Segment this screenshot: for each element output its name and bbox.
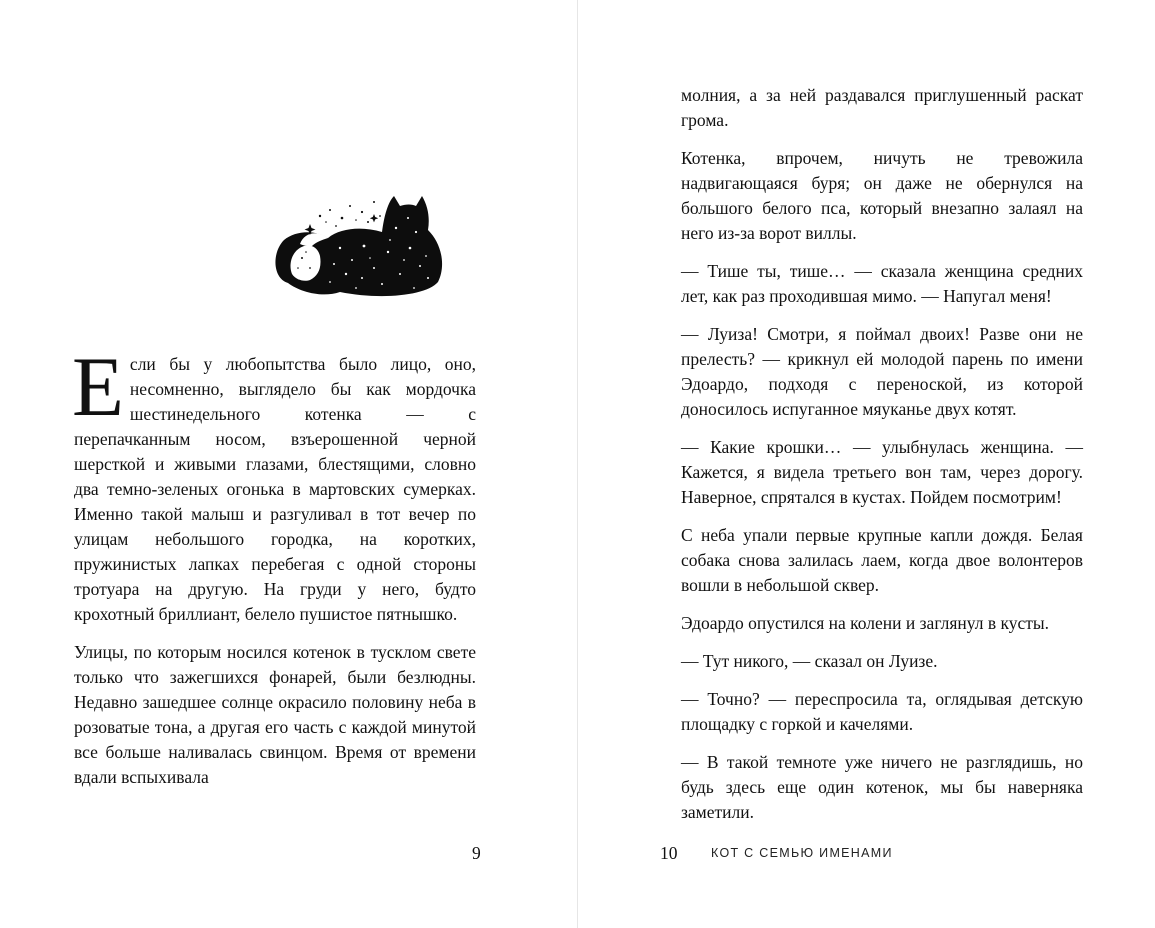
running-head: КОТ С СЕМЬЮ ИМЕНАМИ (711, 846, 893, 860)
paragraph: С неба упали первые крупные капли дождя. Белая собака снова залилась лаем, когда двое волонтеров вошли в небольшой сквер. (681, 525, 1083, 595)
paragraph (72, 340, 476, 627)
starry-cat-icon (270, 188, 446, 298)
right-page (578, 0, 1155, 928)
left-page (0, 0, 577, 928)
paragraph: — Точно? — переспросила та, оглядывая детскую площадку с горкой и качелями. (681, 689, 1083, 734)
paragraph: Эдоардо опустился на колени и заглянул в кусты. (681, 613, 1050, 633)
drop-cap: Е (72, 340, 124, 434)
page-number: 10 (660, 843, 678, 863)
paragraph: Улицы, по которым носился котенок в тусклом свете только что зажегшихся фонарей, были безлюдны. Недавно зашедшее солнце окрасило половину неба в розоватые тона, а другая его часть с каждой минутой все больше наливалась свинцом. Время от времени вдали вспыхивала (74, 642, 476, 787)
right-page-text (681, 83, 1083, 838)
paragraph: молния, а за ней раздавался приглушенный раскат грома. (681, 85, 1083, 130)
paragraph: Котенка, впрочем, ничуть не тревожила надвигающаяся буря; он даже не обернулся на большого белого пса, который внезапно залаял на него из-за ворот виллы. (681, 148, 1083, 243)
paragraph: — Тут никого, — сказал он Луизе. (681, 651, 938, 671)
paragraph: — В такой темноте уже ничего не разглядишь, но будь здесь еще один котенок, мы бы наверняка заметили. (681, 752, 1083, 822)
page-number: 9 (472, 843, 481, 863)
paragraph: — Тише ты, тише… — сказала женщина средних лет, как раз проходившая мимо. — Напугал меня! (681, 261, 1083, 306)
left-page-text (72, 340, 476, 803)
paragraph: — Луиза! Смотри, я поймал двоих! Разве они не прелесть? — крикнул ей молодой парень по имени Эдоардо, подходя с переноской, из которой доносилось испуганное мяуканье двух котят. (681, 324, 1083, 419)
paragraph: — Какие крошки… — улыбнулась женщина. — Кажется, я видела третьего вон там, через дорогу. Наверное, спрятался в кустах. Пойдем посмотрим! (681, 437, 1083, 507)
paragraph-text: сли бы у любопытства было лицо, оно, несомненно, выглядело бы как мордочка шестинедельного котенка — с перепачканным носом, взъерошенной черной шерсткой и живыми глазами, блестящими, словно два темно-зеленых огонька в мартовских сумерках. Именно такой малыш и разгуливал в тот вечер по улицам небольшого городка, на коротких, пружинистых лапках перебегая с одной стороны тротуара на другую. На груди у него, будто крохотный бриллиант, белело пушистое пятнышко. (74, 354, 476, 624)
